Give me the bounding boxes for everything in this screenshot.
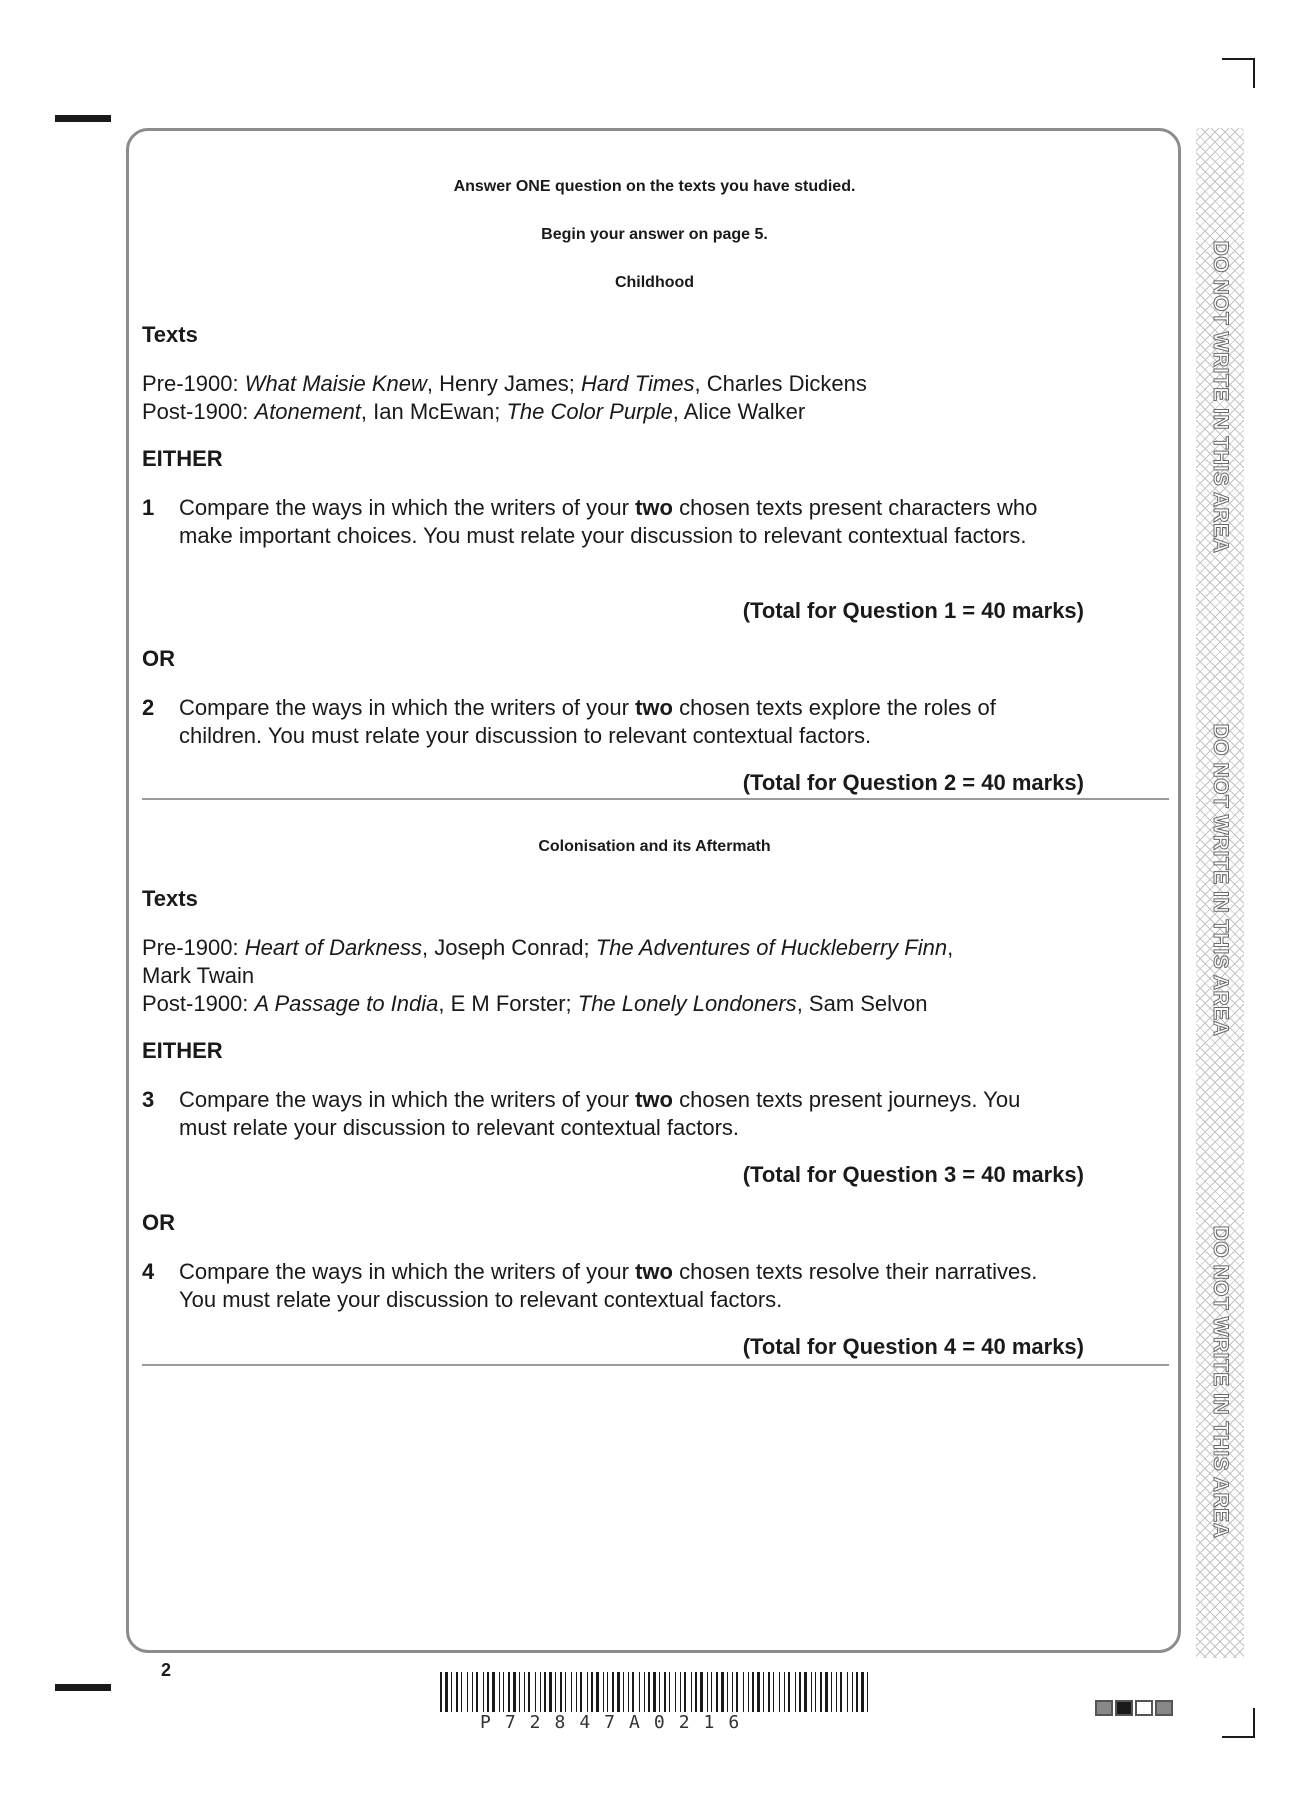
question-number: 4 — [142, 1259, 155, 1284]
barcode-bar — [560, 1672, 562, 1712]
book-title: The Color Purple — [506, 399, 673, 424]
barcode-bar — [763, 1672, 764, 1712]
margin-warning-2: DO NOT WRITE IN THIS AREA — [1209, 723, 1232, 1037]
answer-frame — [126, 128, 1181, 1653]
barcode-bar — [528, 1672, 530, 1712]
book-title: What Maisie Knew — [244, 371, 427, 396]
question-text: Compare the ways in which the writers of your two chosen texts present characters who make important choices. You must relate your discussion to relevant contextual factors. — [179, 495, 1038, 548]
book-title: Hard Times — [580, 371, 695, 396]
barcode-bar — [628, 1672, 629, 1712]
page-number: 2 — [161, 1660, 172, 1680]
barcode-bar — [820, 1672, 822, 1712]
barcode-bar — [445, 1672, 448, 1712]
book-title: Atonement — [254, 399, 361, 424]
registration-mark-left-top — [55, 115, 111, 122]
barcode-bar — [461, 1672, 462, 1712]
book-title: The Lonely Londoners — [577, 991, 797, 1016]
barcode-bar — [503, 1672, 504, 1712]
barcode-bar — [852, 1672, 853, 1712]
barcode-bar — [721, 1672, 724, 1712]
barcode-bar — [716, 1672, 718, 1712]
barcode-bar — [576, 1672, 577, 1712]
barcode-bar — [653, 1672, 656, 1712]
question-text: Compare the ways in which the writers of your two chosen texts explore the roles of children. You must relate your discussion to relevant contextual factors. — [179, 695, 996, 748]
barcode-bar — [544, 1672, 546, 1712]
barcode-bar — [664, 1672, 666, 1712]
barcode-bar — [591, 1672, 593, 1712]
barcode-bar — [513, 1672, 516, 1712]
barcode-bar — [587, 1672, 588, 1712]
barcode-bar — [695, 1672, 697, 1712]
barcode-bar — [856, 1672, 858, 1712]
barcode-bar — [483, 1672, 484, 1712]
barcode-bar — [788, 1672, 790, 1712]
question-text: Compare the ways in which the writers of your two chosen texts present journeys. You must relate your discussion to relevant contextual factors. — [179, 1087, 1021, 1140]
barcode-bar — [524, 1672, 525, 1712]
margin-warning-1: DO NOT WRITE IN THIS AREA — [1209, 240, 1232, 554]
barcode-bar — [773, 1672, 774, 1712]
barcode-bar — [607, 1672, 608, 1712]
post-1900-texts: Post-1900: A Passage to India, E M Forster; The Lonely Londoners, Sam Selvon — [142, 991, 928, 1016]
barcode-bar — [617, 1672, 620, 1712]
question-2-total: (Total for Question 2 = 40 marks) — [742, 770, 1084, 795]
crop-mark-top-vertical — [1253, 58, 1255, 88]
barcode-bar — [648, 1672, 650, 1712]
barcode-bar — [831, 1672, 832, 1712]
barcode-bar — [623, 1672, 624, 1712]
section-title-childhood: Childhood — [614, 274, 695, 291]
question-number: 3 — [142, 1087, 155, 1112]
section-divider — [142, 1364, 1169, 1366]
crop-mark-bottom-horizontal — [1222, 1736, 1255, 1738]
barcode-bar — [644, 1672, 645, 1712]
barcode-bar — [736, 1672, 738, 1712]
barcode-bar — [732, 1672, 733, 1712]
question-1-total: (Total for Question 1 = 40 marks) — [742, 598, 1084, 623]
barcode-bar — [752, 1672, 754, 1712]
question-4-total: (Total for Question 4 = 40 marks) — [742, 1334, 1084, 1359]
barcode-bar — [540, 1672, 541, 1712]
barcode-bar — [727, 1672, 728, 1712]
barcode-bar — [456, 1672, 458, 1712]
barcode-bar — [825, 1672, 828, 1712]
margin-warning-3: DO NOT WRITE IN THIS AREA — [1209, 1225, 1232, 1539]
barcode-bar — [743, 1672, 744, 1712]
barcode-bar — [659, 1672, 660, 1712]
crop-mark-bottom-vertical — [1253, 1708, 1255, 1738]
barcode-bar — [612, 1672, 614, 1712]
pre-1900-texts: Pre-1900: Heart of Darkness, Joseph Conrad; The Adventures of Huckleberry Finn, — [142, 935, 954, 960]
book-title: Heart of Darkness — [244, 935, 423, 960]
barcode-bar — [519, 1672, 520, 1712]
barcode-bar — [632, 1672, 634, 1712]
indicator-block — [1135, 1700, 1153, 1716]
barcode-bar — [680, 1672, 681, 1712]
section-divider — [142, 798, 1169, 800]
barcode-bar — [451, 1672, 452, 1712]
barcode-bar — [861, 1672, 864, 1712]
barcode-bar — [571, 1672, 572, 1712]
instruction-line: Answer ONE question on the texts you have studied. — [453, 178, 856, 195]
question-number: 1 — [142, 495, 155, 520]
book-title: A Passage to India — [254, 991, 439, 1016]
barcode-bar — [847, 1672, 848, 1712]
barcode-bar — [675, 1672, 676, 1712]
barcode-bar — [580, 1672, 582, 1712]
barcode-bar — [487, 1672, 489, 1712]
barcode-bar — [508, 1672, 510, 1712]
barcode-bar — [684, 1672, 686, 1712]
barcode-bar — [639, 1672, 640, 1712]
crop-mark-top-horizontal — [1222, 58, 1255, 60]
barcode-bar — [596, 1672, 599, 1712]
or-label: OR — [142, 1210, 175, 1235]
begin-answer-line: Begin your answer on page 5. — [541, 226, 768, 243]
book-title: The Adventures of Huckleberry Finn — [595, 935, 948, 960]
barcode-text: P72847A0216 — [480, 1712, 754, 1733]
barcode-bar — [867, 1672, 868, 1712]
barcode-bar — [549, 1672, 552, 1712]
barcode-bar — [784, 1672, 785, 1712]
barcode-bar — [499, 1672, 500, 1712]
barcode — [440, 1672, 870, 1712]
barcode-bar — [707, 1672, 708, 1712]
barcode-bar — [669, 1672, 670, 1712]
barcode-bar — [476, 1672, 478, 1712]
barcode-bar — [467, 1672, 468, 1712]
indicator-block — [1095, 1700, 1113, 1716]
barcode-bar — [795, 1672, 796, 1712]
barcode-bar — [472, 1672, 473, 1712]
barcode-bar — [779, 1672, 780, 1712]
texts-heading: Texts — [142, 322, 198, 347]
barcode-bar — [768, 1672, 770, 1712]
post-1900-texts: Post-1900: Atonement, Ian McEwan; The Color Purple, Alice Walker — [142, 399, 806, 424]
section-title-colonisation: Colonisation and its Aftermath — [538, 838, 771, 855]
barcode-bar — [840, 1672, 842, 1712]
registration-mark-left-bottom — [55, 1684, 111, 1691]
barcode-bar — [691, 1672, 692, 1712]
pre-1900-texts: Pre-1900: What Maisie Knew, Henry James; Hard Times, Charles Dickens — [142, 371, 867, 396]
barcode-bar — [565, 1672, 566, 1712]
indicator-block — [1115, 1700, 1133, 1716]
question-text: Compare the ways in which the writers of your two chosen texts resolve their narratives. You must relate your discussion to relevant contextual factors. — [179, 1259, 1038, 1312]
texts-heading: Texts — [142, 886, 198, 911]
or-label: OR — [142, 646, 175, 671]
barcode-bar — [555, 1672, 556, 1712]
barcode-bar — [603, 1672, 604, 1712]
barcode-bar — [799, 1672, 801, 1712]
barcode-bar — [711, 1672, 712, 1712]
barcode-bar — [811, 1672, 812, 1712]
barcode-bar — [492, 1672, 495, 1712]
either-label: EITHER — [142, 446, 223, 471]
indicator-block — [1155, 1700, 1173, 1716]
barcode-bar — [440, 1672, 442, 1712]
barcode-bar — [815, 1672, 816, 1712]
barcode-bar — [757, 1672, 760, 1712]
barcode-bar — [836, 1672, 837, 1712]
barcode-bar — [535, 1672, 536, 1712]
question-number: 2 — [142, 695, 155, 720]
barcode-bar — [700, 1672, 703, 1712]
barcode-bar — [804, 1672, 807, 1712]
pre-1900-author-continued: Mark Twain — [142, 963, 255, 988]
barcode-bar — [748, 1672, 749, 1712]
page-indicator-blocks — [1095, 1700, 1173, 1716]
question-3-total: (Total for Question 3 = 40 marks) — [742, 1162, 1084, 1187]
either-label: EITHER — [142, 1038, 223, 1063]
